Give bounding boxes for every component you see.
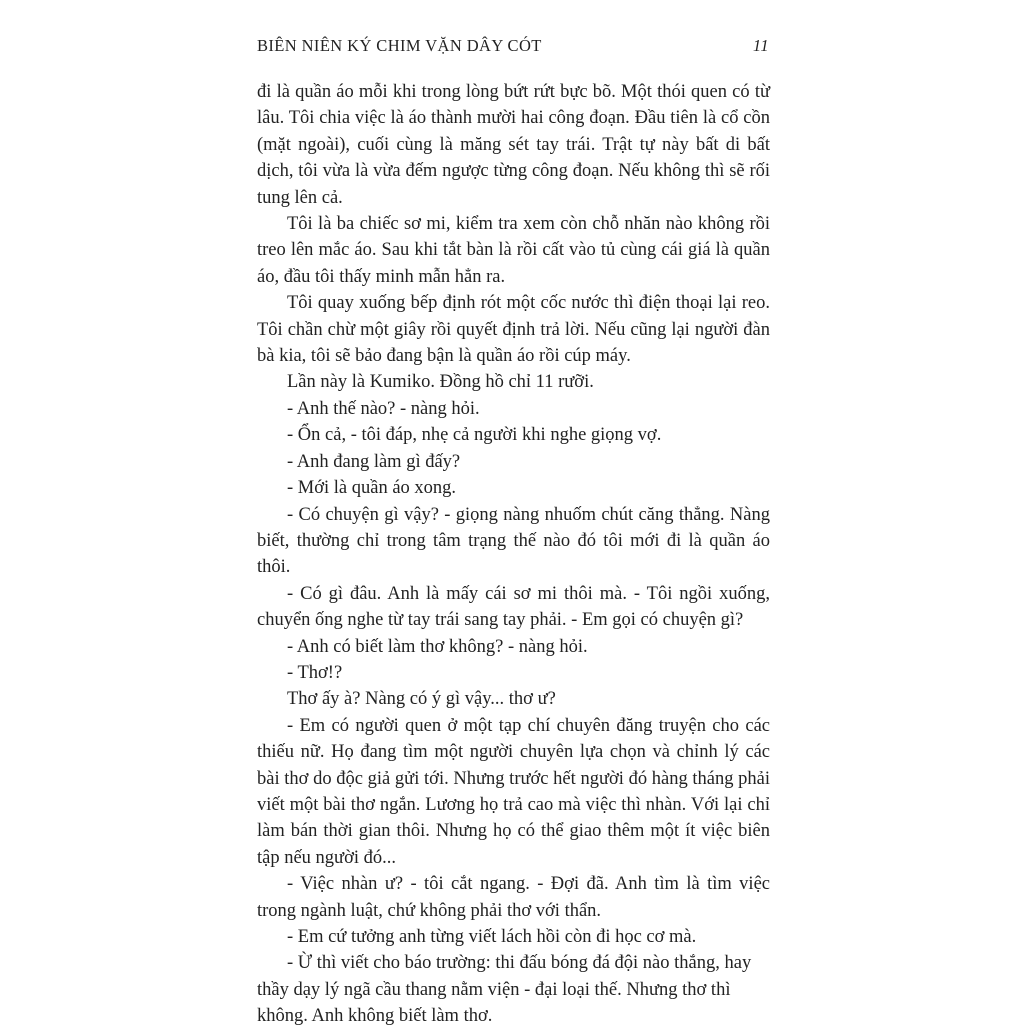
paragraph: Tôi quay xuống bếp định rót một cốc nước thì điện thoại lại reo. Tôi chần chừ một giây rồi quyết định trả lời. Nếu cũng lại người đàn bà kia, tôi sẽ bảo đang bận là quần áo rồi cúp máy. — [257, 293, 770, 367]
dialogue-line: - Có chuyện gì vậy? - giọng nàng nhuốm chút căng thẳng. Nàng biết, thường chỉ trong tâm trạng thế nào đó tôi mới đi là quần áo thôi. — [257, 504, 770, 578]
dialogue-line: - Việc nhàn ư? - tôi cắt ngang. - Đợi đã. Anh tìm là tìm việc trong ngành luật, chứ không phải thơ với thẩn. — [257, 874, 770, 921]
running-header — [257, 36, 769, 62]
paragraph: Lần này là Kumiko. Đồng hồ chỉ 11 rưỡi. — [287, 372, 594, 393]
paragraph: Thơ ấy à? Nàng có ý gì vậy... thơ ư? — [287, 689, 556, 710]
dialogue-line: - Em cứ tưởng anh từng viết lách hồi còn đi học cơ mà. — [287, 927, 697, 947]
paragraph: đi là quần áo mỗi khi trong lòng bứt rứt bực bõ. Một thói quen có từ lâu. Tôi chia việc là áo thành mười hai công đoạn. Đầu tiên là cổ cồn (mặt ngoài), cuối cùng là măng sét tay trái. Trật tự này bất di bất dịch, tôi vừa là vừa đếm ngược từng công đoạn. Nếu không thì sẽ rối tung lên cả. — [257, 82, 770, 208]
dialogue-line: - Anh thế nào? - nàng hỏi. — [287, 398, 480, 419]
paragraph: Tôi là ba chiếc sơ mi, kiểm tra xem còn chỗ nhăn nào không rồi treo lên mắc áo. Sau khi tắt bàn là rồi cất vào tủ cùng cái giá là quần áo, đầu tôi thấy minh mẫn hẳn ra. — [257, 214, 770, 287]
page-number: 11 — [752, 36, 769, 55]
dialogue-line: - Mới là quần áo xong. — [287, 478, 457, 499]
dialogue-line: - Thơ!? — [287, 662, 343, 683]
dialogue-line: - Có gì đâu. Anh là mấy cái sơ mi thôi mà. - Tôi ngồi xuống, chuyển ống nghe từ tay trái sang tay phải. - Em gọi có chuyện gì? — [257, 583, 770, 631]
dialogue-line: - Ừ thì viết cho báo trường: thi đấu bóng đá đội nào thắng, hay thầy dạy lý ngã cầu thang nằm viện - đại loại thế. Nhưng thơ thì không. Anh không biết làm thơ. — [257, 953, 752, 1027]
book-title: BIÊN NIÊN KÝ CHIM VẶN DÂY CÓT — [257, 36, 542, 55]
dialogue-line: - Ổn cả, - tôi đáp, nhẹ cả người khi nghe giọng vợ. — [287, 425, 662, 446]
dialogue-line: - Em có người quen ở một tạp chí chuyên đăng truyện cho các thiếu nữ. Họ đang tìm một người chuyên lựa chọn và chỉnh lý các bài thơ do độc giả gửi tới. Nhưng trước hết người đó hàng tháng phải viết một bài thơ ngắn. Lương họ trả cao mà việc thì nhàn. Với lại chỉ làm bán thời gian thôi. Nhưng họ có thể giao thêm một ít việc biên tập nếu người đó... — [257, 715, 770, 868]
dialogue-line: - Anh có biết làm thơ không? - nàng hỏi. — [287, 636, 588, 657]
dialogue-line: - Anh đang làm gì đấy? — [287, 451, 461, 472]
body-text — [257, 79, 770, 1030]
